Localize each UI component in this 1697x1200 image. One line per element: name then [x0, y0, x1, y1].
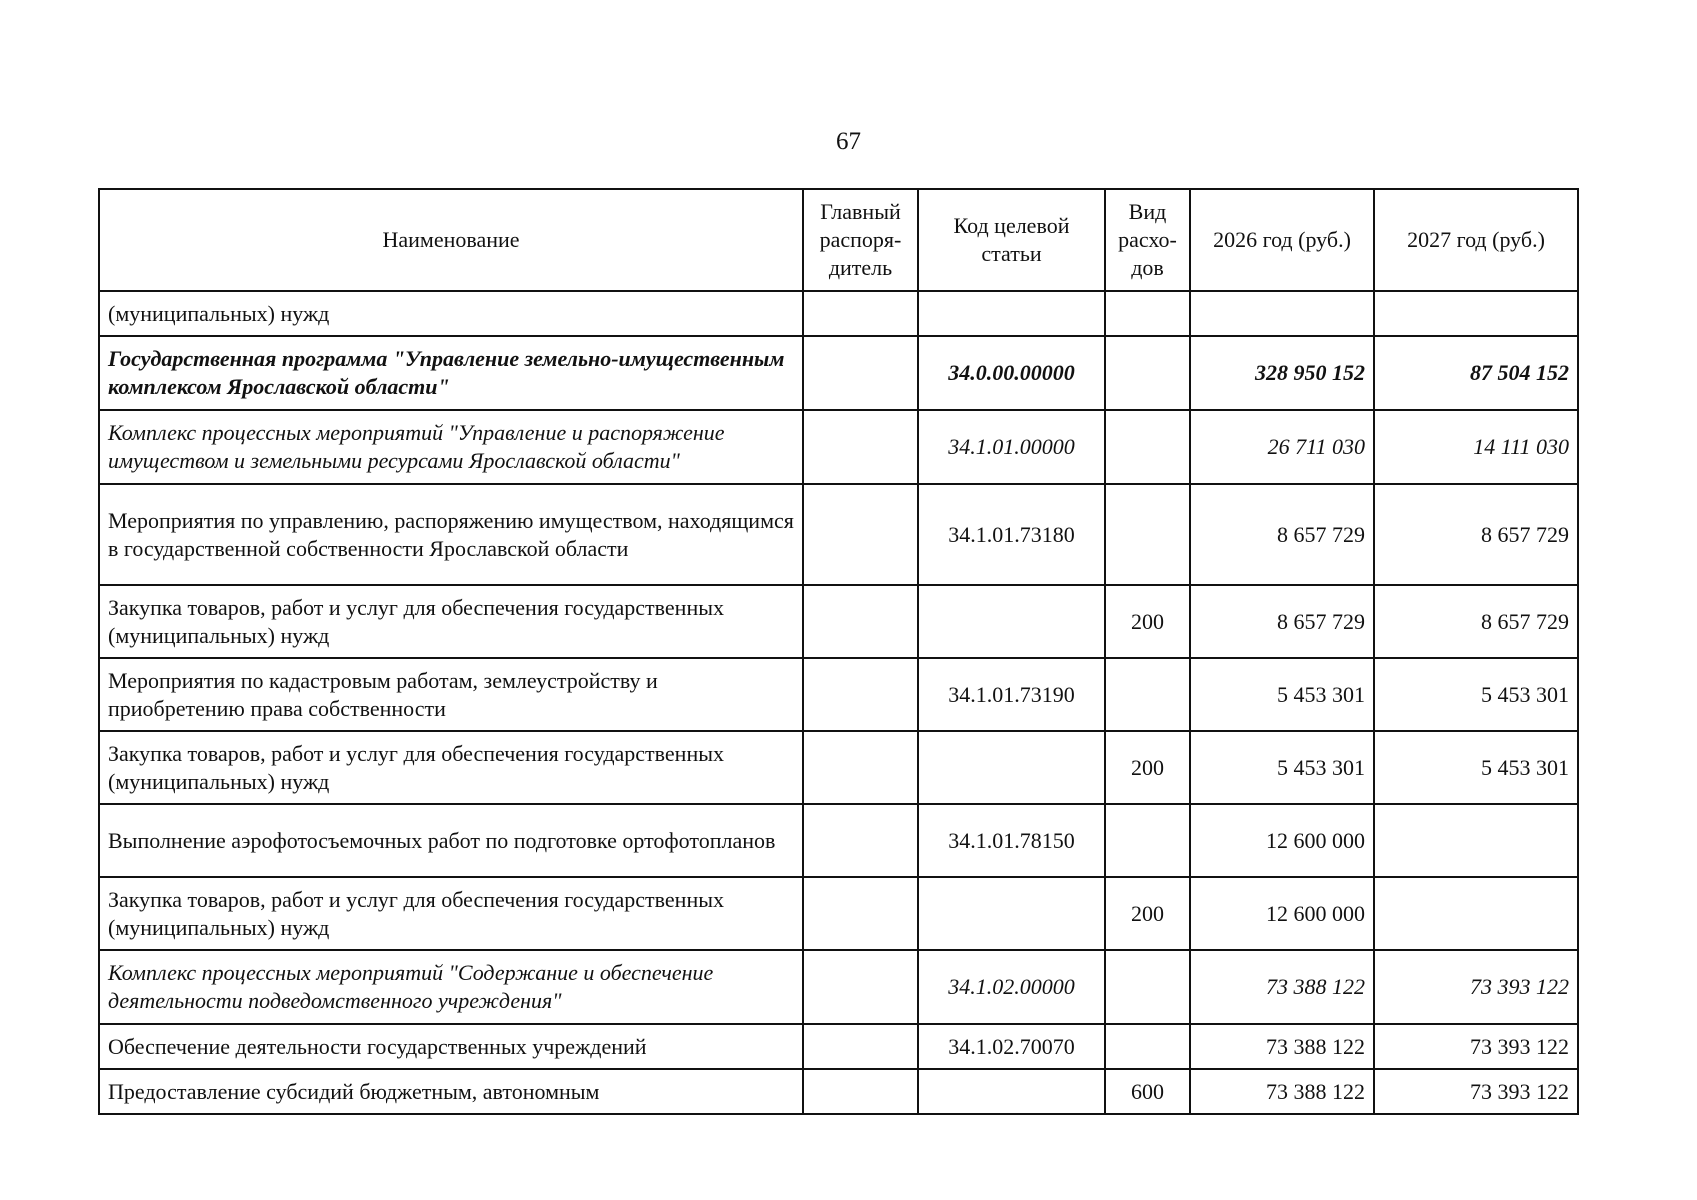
cell-2027: 5 453 301 [1374, 731, 1578, 804]
cell-code: 34.0.00.00000 [918, 336, 1105, 410]
cell-code [918, 877, 1105, 950]
cell-code [918, 731, 1105, 804]
table-row [99, 585, 1578, 658]
cell-2027: 73 393 122 [1374, 1069, 1578, 1114]
cell-2027: 8 657 729 [1374, 484, 1578, 585]
table-header-row [99, 189, 1578, 291]
cell-2026: 73 388 122 [1190, 950, 1374, 1024]
table-row [99, 1069, 1578, 1114]
cell-manager [803, 950, 918, 1024]
cell-manager [803, 877, 918, 950]
cell-kind: 200 [1105, 731, 1190, 804]
header-2027: 2027 год (руб.) [1374, 189, 1578, 291]
table-row [99, 658, 1578, 731]
cell-code: 34.1.02.70070 [918, 1024, 1105, 1069]
cell-name: Мероприятия по кадастровым работам, землеустройству и приобретению права собственности [99, 658, 803, 731]
budget-table [98, 188, 1579, 1115]
cell-kind [1105, 658, 1190, 731]
cell-2026: 8 657 729 [1190, 484, 1374, 585]
cell-code: 34.1.02.00000 [918, 950, 1105, 1024]
cell-2026 [1190, 291, 1374, 336]
cell-2027 [1374, 291, 1578, 336]
cell-2027: 8 657 729 [1374, 585, 1578, 658]
cell-2026: 12 600 000 [1190, 804, 1374, 877]
cell-manager [803, 410, 918, 484]
cell-kind [1105, 950, 1190, 1024]
cell-manager [803, 731, 918, 804]
header-2026: 2026 год (руб.) [1190, 189, 1374, 291]
cell-manager [803, 804, 918, 877]
table-row [99, 1024, 1578, 1069]
cell-2027: 87 504 152 [1374, 336, 1578, 410]
cell-kind [1105, 291, 1190, 336]
cell-2026: 73 388 122 [1190, 1069, 1374, 1114]
page-number: 67 [836, 128, 861, 155]
cell-name: Закупка товаров, работ и услуг для обеспечения государственных (муниципальных) нужд [99, 877, 803, 950]
cell-2027 [1374, 877, 1578, 950]
cell-code [918, 291, 1105, 336]
cell-name: Выполнение аэрофотосъемочных работ по подготовке ортофотопланов [99, 804, 803, 877]
cell-name: Закупка товаров, работ и услуг для обеспечения государственных (муниципальных) нужд [99, 731, 803, 804]
cell-code [918, 585, 1105, 658]
cell-code: 34.1.01.00000 [918, 410, 1105, 484]
cell-kind [1105, 484, 1190, 585]
cell-name: Комплекс процессных мероприятий "Содержание и обеспечение деятельности подведомственного учреждения" [99, 950, 803, 1024]
cell-2026: 5 453 301 [1190, 658, 1374, 731]
cell-name: Обеспечение деятельности государственных учреждений [99, 1024, 803, 1069]
cell-2026: 73 388 122 [1190, 1024, 1374, 1069]
cell-kind: 200 [1105, 877, 1190, 950]
table-row [99, 950, 1578, 1024]
table-row [99, 877, 1578, 950]
table-row [99, 291, 1578, 336]
cell-2026: 12 600 000 [1190, 877, 1374, 950]
cell-manager [803, 484, 918, 585]
table-row [99, 804, 1578, 877]
cell-manager [803, 658, 918, 731]
cell-code: 34.1.01.78150 [918, 804, 1105, 877]
cell-kind: 600 [1105, 1069, 1190, 1114]
header-manager: Главный распоря-дитель [803, 189, 918, 291]
table-row [99, 484, 1578, 585]
cell-2026: 5 453 301 [1190, 731, 1374, 804]
cell-kind [1105, 804, 1190, 877]
cell-kind [1105, 1024, 1190, 1069]
cell-manager [803, 585, 918, 658]
header-code: Код целевой статьи [918, 189, 1105, 291]
table-row [99, 336, 1578, 410]
cell-name: Предоставление субсидий бюджетным, автономным [99, 1069, 803, 1114]
cell-code: 34.1.01.73180 [918, 484, 1105, 585]
cell-kind: 200 [1105, 585, 1190, 658]
cell-2027: 73 393 122 [1374, 950, 1578, 1024]
cell-manager [803, 1024, 918, 1069]
cell-manager [803, 336, 918, 410]
table-row [99, 410, 1578, 484]
cell-name: (муниципальных) нужд [99, 291, 803, 336]
cell-manager [803, 1069, 918, 1114]
cell-manager [803, 291, 918, 336]
table-row [99, 731, 1578, 804]
cell-2026: 328 950 152 [1190, 336, 1374, 410]
cell-name: Государственная программа "Управление земельно-имущественным комплексом Ярославской области" [99, 336, 803, 410]
cell-2026: 8 657 729 [1190, 585, 1374, 658]
cell-2026: 26 711 030 [1190, 410, 1374, 484]
cell-name: Комплекс процессных мероприятий "Управление и распоряжение имуществом и земельными ресурсами Ярославской области" [99, 410, 803, 484]
header-name: Наименование [99, 189, 803, 291]
cell-2027: 5 453 301 [1374, 658, 1578, 731]
cell-2027: 14 111 030 [1374, 410, 1578, 484]
cell-kind [1105, 410, 1190, 484]
cell-code [918, 1069, 1105, 1114]
cell-code: 34.1.01.73190 [918, 658, 1105, 731]
cell-2027 [1374, 804, 1578, 877]
cell-kind [1105, 336, 1190, 410]
cell-name: Мероприятия по управлению, распоряжению имуществом, находящимся в государственной собственности Ярославской области [99, 484, 803, 585]
cell-name: Закупка товаров, работ и услуг для обеспечения государственных (муниципальных) нужд [99, 585, 803, 658]
header-kind: Вид расхо-дов [1105, 189, 1190, 291]
cell-2027: 73 393 122 [1374, 1024, 1578, 1069]
